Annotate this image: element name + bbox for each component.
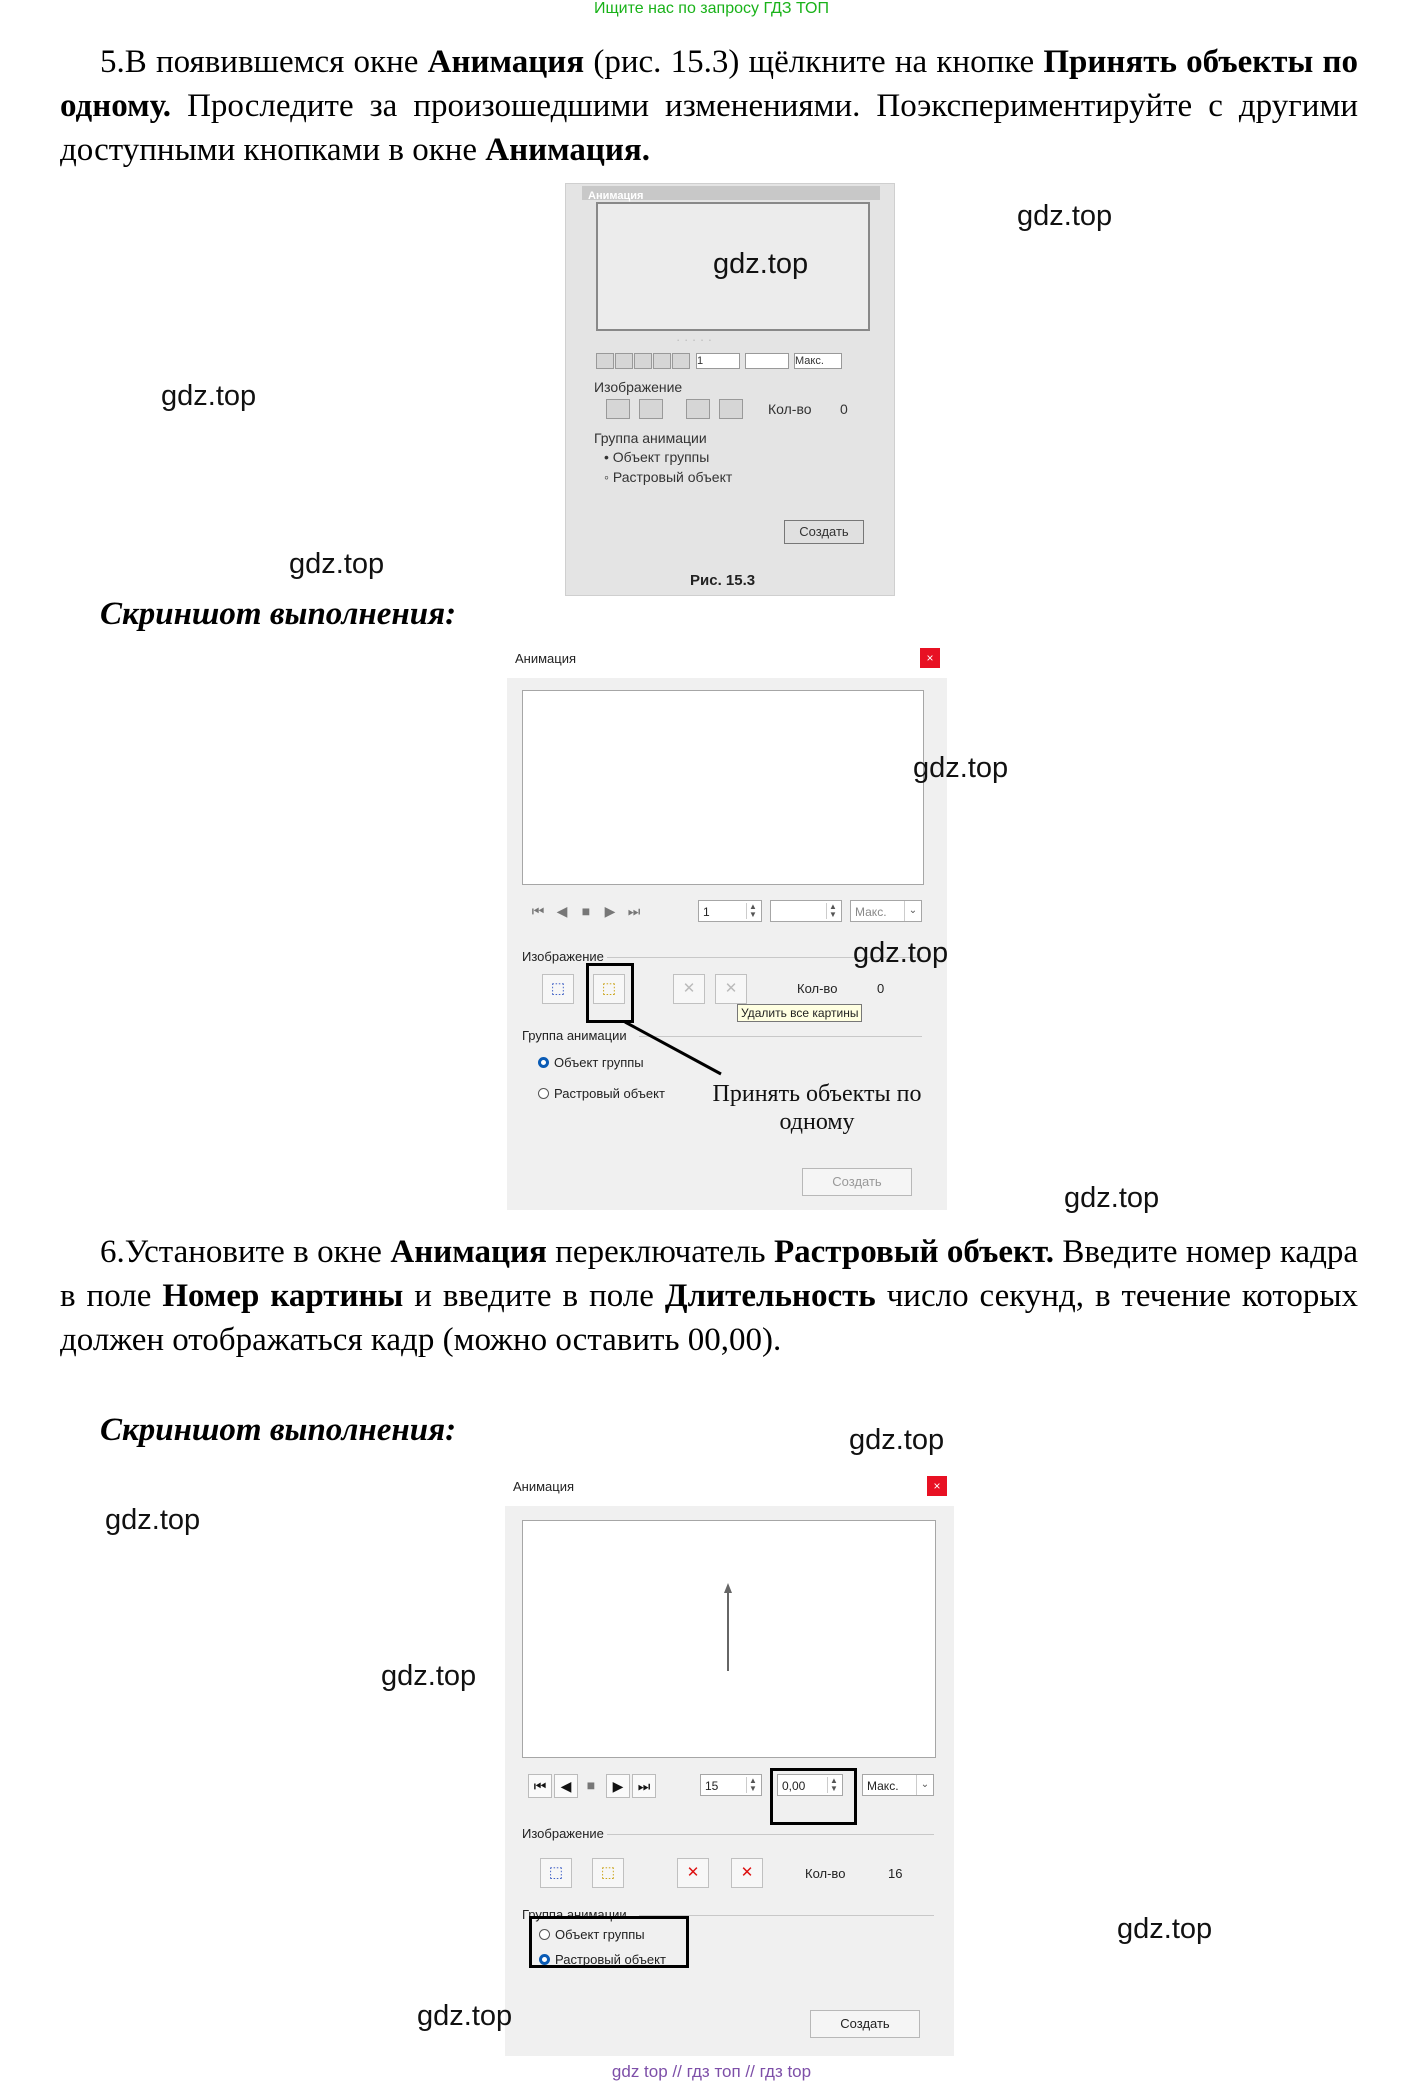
step6-num: 6. [100,1234,125,1270]
dialog2-last-icon[interactable]: ⏭ [632,1774,656,1798]
dialog2-image-divider [607,1834,934,1835]
step6-t1: Установите в окне [124,1234,391,1270]
dialog2-image-group: Изображение [522,1826,604,1841]
fig-opt1: • Объект группы [604,449,710,465]
watermark: gdz.top [417,2000,513,2032]
dialog1-duration-spin-icon[interactable]: ▲ ▼ [826,903,839,919]
fig-prev-icon [615,353,633,369]
dialog1-delete-one-button[interactable]: ✕ [673,974,705,1004]
fig-opt1-label: Объект группы [612,449,710,465]
step6-b3: Номер картины [162,1278,404,1314]
dialog2-highlight-bitmap [529,1916,689,1968]
fig-duration-spin [745,353,789,369]
dialog1-delete-all-button[interactable]: ✕ [715,974,747,1004]
step5-paragraph [60,40,1358,172]
fig-count-label: Кол-во [768,401,812,417]
watermark: gdz.top [161,380,257,412]
watermark: gdz.top [1064,1182,1160,1214]
step5-t2: (рис. 15.3) щёлкните на кнопке [584,44,1044,80]
dialog2-play-icon[interactable]: ▶ [606,1774,630,1798]
dialog1-radio2-label: Растровый объект [554,1086,665,1101]
dialog2-max-label: Макс. [867,1779,899,1793]
fig-create-button: Создать [784,520,864,544]
watermark: gdz.top [105,1504,201,1536]
fig-play-icon [653,353,671,369]
dialog1-accept-all-button[interactable]: ⬚ [542,974,574,1004]
dialog2-duration-value: 0,00 [782,1779,806,1793]
fig-opt2: ◦ Растровый объект [604,469,733,485]
dialog2-prev-icon[interactable]: ◀ [554,1774,578,1798]
chevron-down-icon: ⌄ [904,901,921,921]
dialog1-play-icon[interactable]: ▶ [604,903,616,919]
dialog1-first-icon[interactable]: ⏮ [531,903,545,919]
fig-anim-group: Группа анимации [594,430,707,446]
fig-title: Анимация [588,190,644,202]
dialog2-frame-value: 15 [705,1779,719,1793]
dialog2-max-combo[interactable] [862,1774,934,1796]
watermark: gdz.top [853,937,949,969]
dialog1-last-icon[interactable]: ⏭ [627,903,641,919]
fig-image-group: Изображение [594,379,683,395]
dialog2-body [505,1506,954,2056]
fig-frame-spin: 1 [696,353,740,369]
step6-t5: число секунд, в течение которых должен отображаться кадр (можно оставить 00,00). [60,1278,1359,1358]
fig-accept-all-icon [639,399,663,419]
dialog2-delete-all-button[interactable]: ✕ [731,1858,763,1888]
dialog2-stop-icon[interactable]: ■ [586,1777,596,1793]
dialog1-frame-value: 1 [703,905,710,919]
dialog2-frame-field[interactable] [700,1774,762,1796]
fig-accept-one-icon [606,399,630,419]
watermark: gdz.top [289,548,385,580]
step5-num: 5. [100,44,125,80]
watermark: gdz.top [381,1660,477,1692]
fig-count-value: 0 [840,401,848,417]
step6-b1: Анимация [390,1234,547,1270]
dialog2-preview [522,1520,936,1758]
fig-bg-text: · · · · · [676,332,713,347]
fig-delete-all-icon [719,399,743,419]
watermark: gdz.top [1117,1913,1213,1945]
step6-t2: переключатель [546,1234,774,1270]
step5-b1: Анимация [427,44,585,80]
dialog1-callout-text: Принять объекты по одному [712,1081,922,1135]
dialog1-radio1-label: Объект группы [554,1055,644,1070]
dialog2-frame-spin-icon[interactable]: ▲ ▼ [746,1777,759,1793]
dialog2-duration-spin-icon[interactable]: ▲ ▼ [827,1777,840,1793]
dialog1-image-group: Изображение [522,949,604,964]
fig-stop-icon [634,353,652,369]
dialog2-accept-one-button[interactable]: ⬚ [592,1858,624,1888]
fig-last-icon [672,353,690,369]
step5-b2: Принять объекты по одному. [60,44,1358,124]
dialog1-title: Анимация [515,651,577,666]
dialog1-accept-one-button[interactable]: ⬚ [593,974,625,1004]
dialog1-create-button[interactable]: Создать [802,1168,912,1196]
step5-t3: Проследите за произошедшими изменениями. Поэкспериментируйте с другими доступными кнопками в окне [60,88,1358,168]
dialog1-stop-icon[interactable]: ■ [581,903,591,919]
dialog2-first-icon[interactable]: ⏮ [528,1774,552,1798]
step6-t3: Введите номер кадра в поле [60,1234,1359,1314]
step6-t4: и введите в поле [403,1278,665,1314]
dialog1-max-label: Макс. [855,905,887,919]
dialog1-count-value: 0 [877,981,885,996]
watermark: gdz.top [713,248,809,280]
top-banner: Ищите нас по запросу ГДЗ ТОП [594,0,829,17]
watermark: gdz.top [849,1424,945,1456]
step5-t1: В появившемся окне [124,44,428,80]
animation-dialog-1 [507,640,947,1210]
dialog2-radio1-label: Объект группы [555,1927,645,1942]
animation-dialog-2 [505,1468,954,2056]
fig-controls [596,352,842,370]
dialog1-prev-icon[interactable]: ◀ [556,903,568,919]
screenshot-heading-1: Скриншот выполнения: [100,596,457,632]
dialog2-highlight-duration [770,1768,857,1825]
dialog2-anim-group: Группа анимации [522,1907,627,1922]
fig-caption: Рис. 15.3 [690,572,756,589]
step6-b2: Растровый объект. [773,1234,1054,1270]
dialog1-close-button[interactable]: × [920,648,940,668]
dialog2-radio2-label: Растровый объект [555,1952,666,1967]
dialog1-tooltip: Удалить все картины [737,1004,862,1022]
dialog2-count-label: Кол-во [805,1866,846,1881]
dialog2-close-button[interactable]: × [927,1476,947,1496]
dialog2-create-button[interactable]: Создать [810,2010,920,2038]
fig-max: Макс. [794,353,842,369]
footer: gdz top // гдз топ // гдз top [611,2062,812,2081]
dialog2-preview-arrow [523,1521,935,1757]
dialog1-anim-group: Группа анимации [522,1028,627,1043]
dialog2-title: Анимация [513,1479,575,1494]
fig-opt2-label: Растровый объект [612,469,733,485]
fig-first-icon [596,353,614,369]
dialog1-frame-spin-icon[interactable]: ▲ ▼ [746,903,759,919]
step6-b4: Длительность [664,1278,876,1314]
figure-15-3 [565,183,895,596]
step6-paragraph [60,1230,1358,1362]
dialog2-accept-all-button[interactable]: ⬚ [540,1858,572,1888]
watermark: gdz.top [1017,200,1113,232]
dialog2-count-value: 16 [888,1866,903,1881]
dialog2-delete-one-button[interactable]: ✕ [677,1858,709,1888]
dialog1-count-label: Кол-во [797,981,838,996]
watermark: gdz.top [913,752,1009,784]
fig-delete-one-icon [686,399,710,419]
step5-b3: Анимация. [485,132,651,168]
fig-titlebar [582,186,880,200]
chevron-down-icon: ⌄ [916,1775,933,1795]
fig-image-buttons [606,399,744,419]
screenshot-heading-2: Скриншот выполнения: [100,1412,457,1448]
